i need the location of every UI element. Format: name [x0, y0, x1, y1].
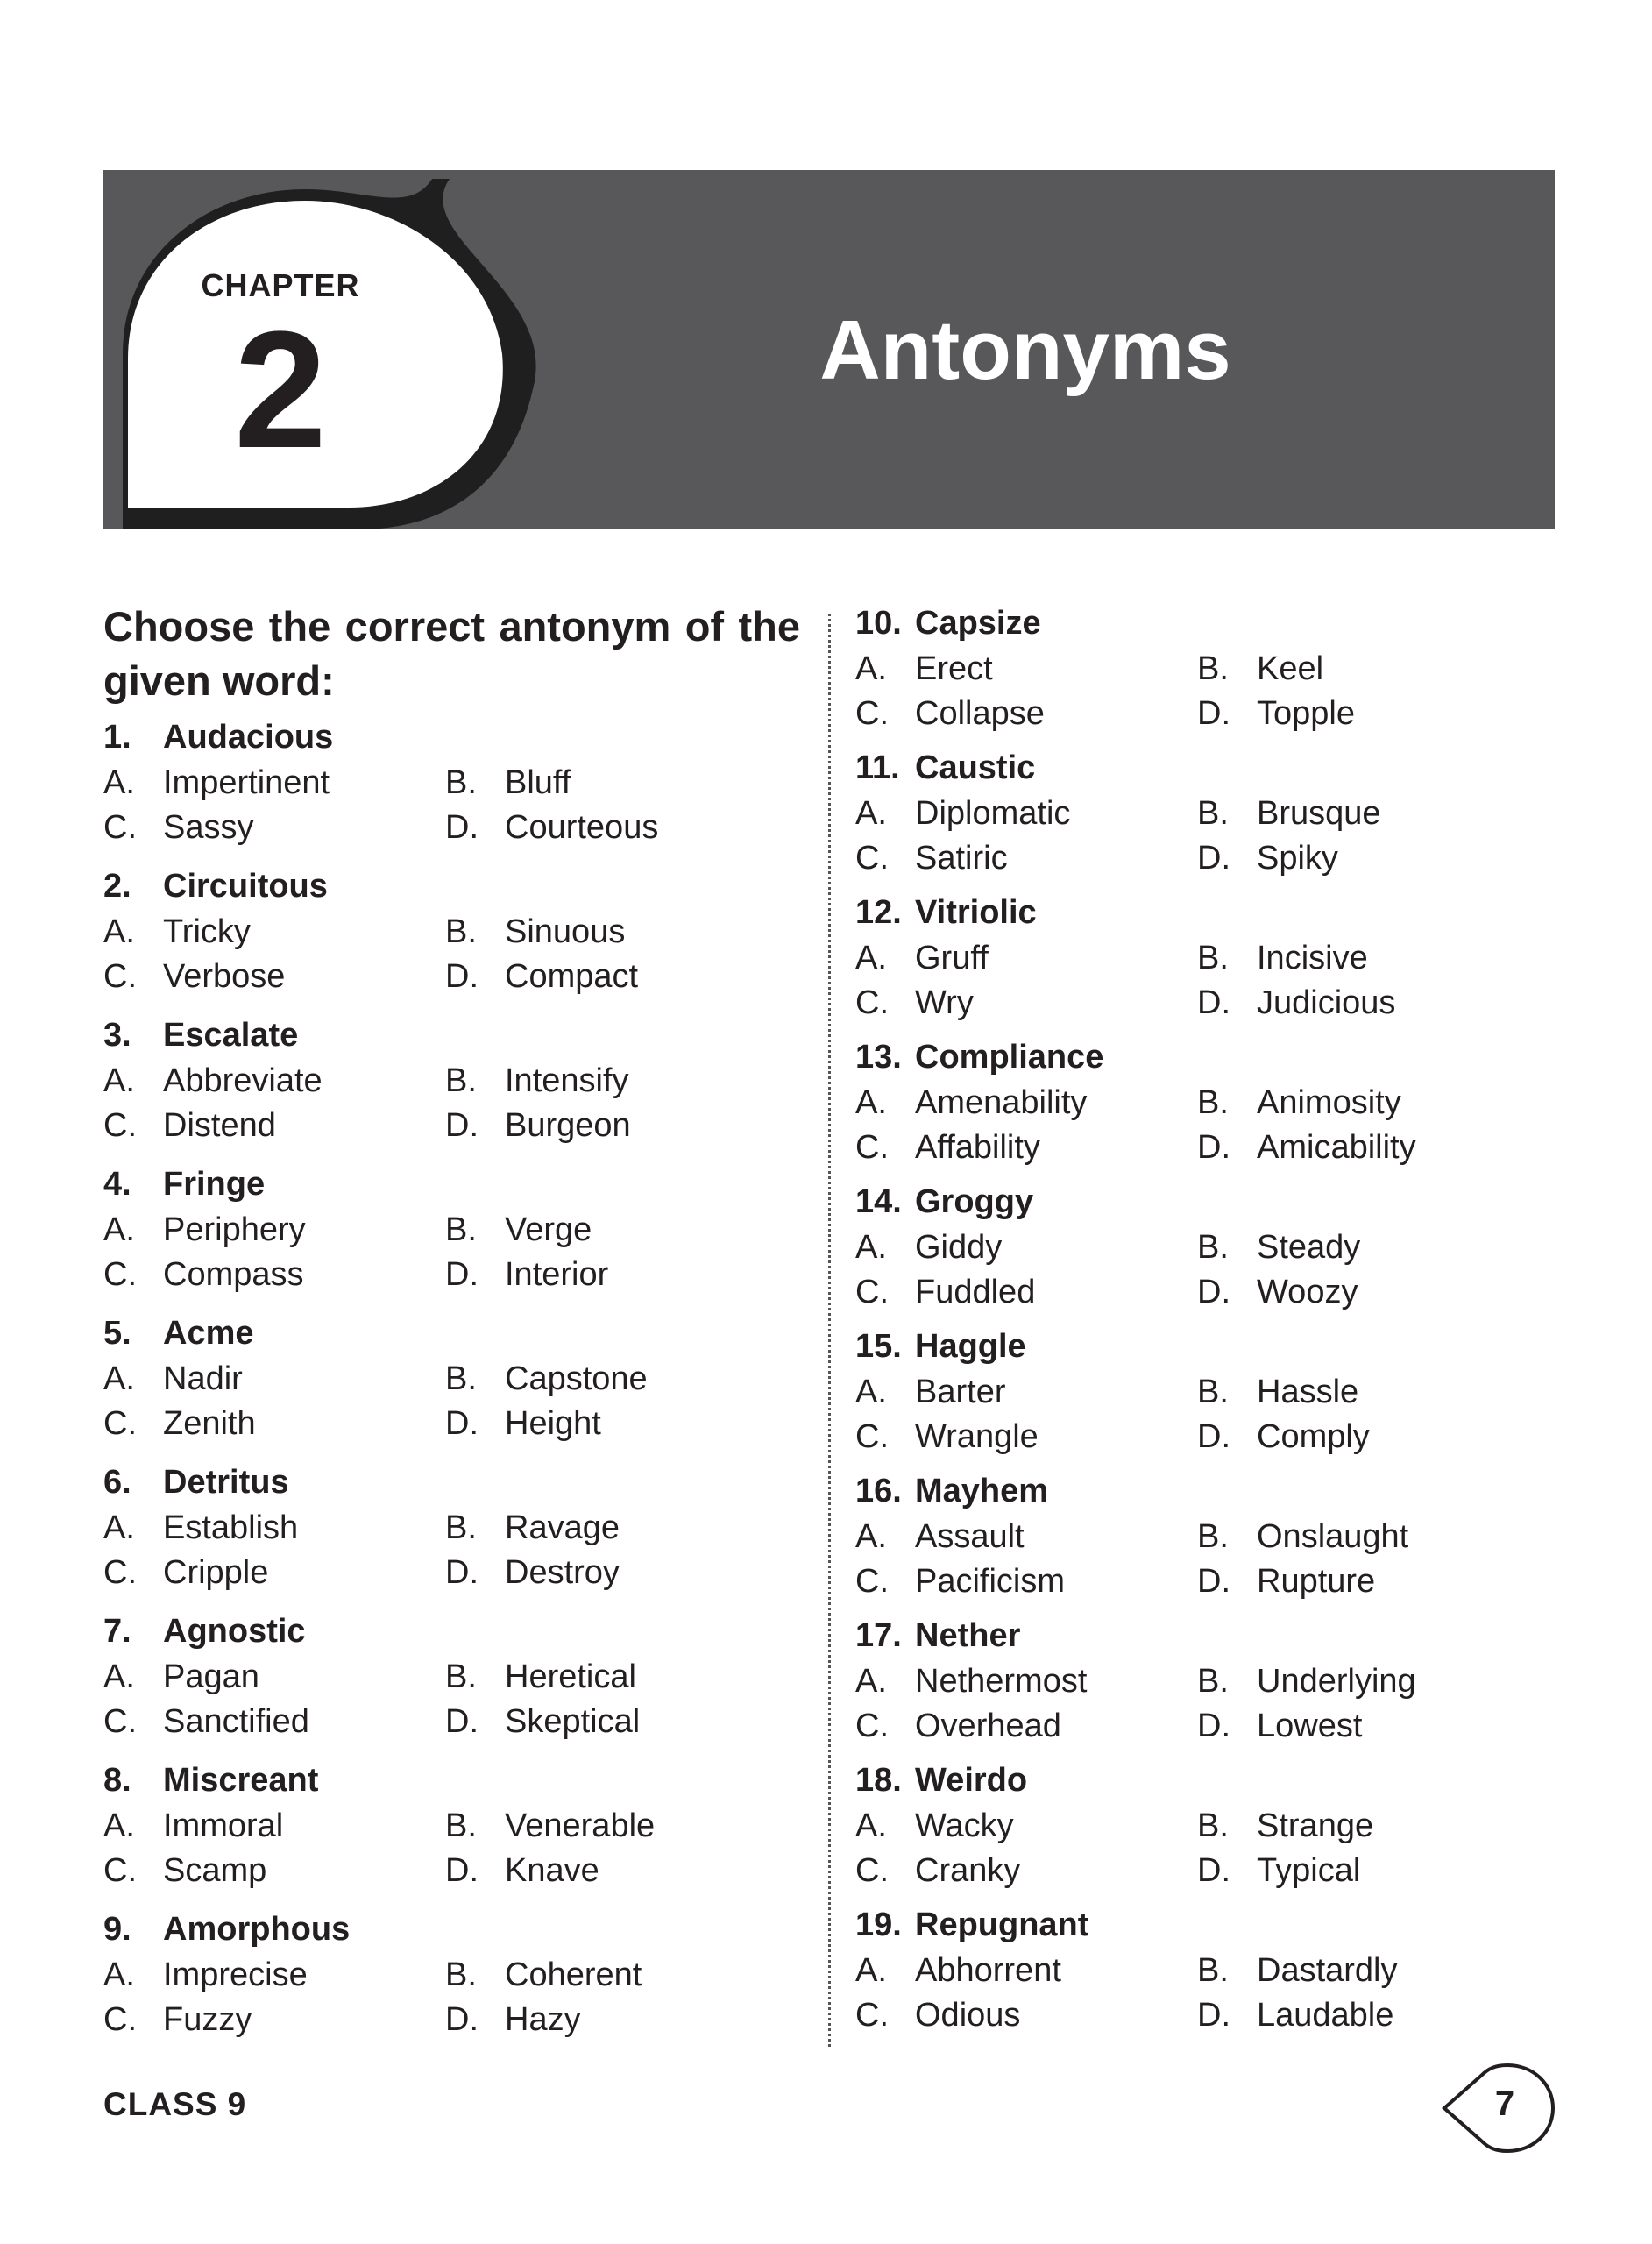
- question-number: 6.: [103, 1464, 131, 1501]
- option-text: Giddy: [915, 1229, 1003, 1266]
- option-d: D. Comply: [1197, 1418, 1370, 1455]
- option-text: Sassy: [163, 809, 254, 846]
- option-text: Cripple: [163, 1554, 269, 1591]
- option-d: D. Destroy: [445, 1554, 620, 1591]
- question-heading: [855, 1762, 1027, 1800]
- option-b: B. Steady: [1197, 1229, 1361, 1266]
- option-text: Rupture: [1257, 1563, 1376, 1600]
- option-text: Onslaught: [1257, 1518, 1409, 1555]
- option-text: Collapse: [915, 695, 1045, 732]
- option-text: Interior: [505, 1256, 609, 1293]
- question-number: 18.: [855, 1762, 902, 1799]
- option-text: Brusque: [1257, 795, 1381, 832]
- option-c: C. Satiric: [855, 840, 1008, 877]
- option-text: Spiky: [1257, 840, 1338, 877]
- question-word: Escalate: [163, 1017, 299, 1054]
- option-b: B. Heretical: [445, 1658, 636, 1695]
- option-text: Keel: [1257, 650, 1324, 687]
- option-text: Skeptical: [505, 1703, 641, 1740]
- option-text: Strange: [1257, 1807, 1374, 1844]
- option-a: A. Pagan: [103, 1658, 259, 1695]
- option-text: Intensify: [505, 1062, 629, 1099]
- question-number: 15.: [855, 1328, 902, 1365]
- option-b: B. Dastardly: [1197, 1952, 1398, 1989]
- question-number: 4.: [103, 1166, 131, 1203]
- option-text: Compact: [505, 958, 639, 995]
- option-d: D. Knave: [445, 1852, 599, 1889]
- option-c: C. Sassy: [103, 809, 254, 846]
- option-c: C. Scamp: [103, 1852, 267, 1889]
- option-a: A. Erect: [855, 650, 993, 687]
- chapter-title: Antonyms: [819, 303, 1231, 397]
- option-text: Verbose: [163, 958, 286, 995]
- question-item: [103, 868, 734, 1008]
- option-c: C. Wrangle: [855, 1418, 1039, 1455]
- option-c: C. Odious: [855, 1997, 1021, 2034]
- option-b: B. Underlying: [1197, 1663, 1416, 1700]
- question-item: [103, 1166, 734, 1306]
- option-d: D. Amicability: [1197, 1129, 1416, 1166]
- option-text: Woozy: [1257, 1274, 1358, 1310]
- question-item: [855, 1473, 1486, 1613]
- option-text: Fuzzy: [163, 2001, 252, 2038]
- question-word: Circuitous: [163, 868, 328, 905]
- option-b: B. Brusque: [1197, 795, 1381, 832]
- question-word: Repugnant: [915, 1907, 1089, 1943]
- option-text: Incisive: [1257, 940, 1368, 976]
- option-text: Sanctified: [163, 1703, 309, 1740]
- question-number: 14.: [855, 1183, 902, 1220]
- option-text: Scamp: [163, 1852, 267, 1889]
- option-text: Pacificism: [915, 1563, 1066, 1600]
- option-b: B. Verge: [445, 1211, 592, 1248]
- option-c: C. Fuzzy: [103, 2001, 252, 2038]
- option-text: Heretical: [505, 1658, 636, 1695]
- question-item: [103, 1613, 734, 1753]
- option-text: Compass: [163, 1256, 304, 1293]
- question-word: Groggy: [915, 1183, 1034, 1220]
- question-item: [103, 1017, 734, 1157]
- option-text: Steady: [1257, 1229, 1361, 1266]
- option-a: A. Abbreviate: [103, 1062, 323, 1099]
- option-text: Nadir: [163, 1360, 243, 1397]
- option-c: C. Cripple: [103, 1554, 269, 1591]
- option-text: Establish: [163, 1509, 299, 1546]
- option-d: D. Rupture: [1197, 1563, 1376, 1600]
- question-word: Mayhem: [915, 1473, 1049, 1509]
- option-text: Verge: [505, 1211, 592, 1248]
- option-a: A. Impertinent: [103, 764, 330, 801]
- question-number: 2.: [103, 868, 131, 905]
- footer-class-label: CLASS 9: [103, 2086, 247, 2122]
- option-text: Knave: [505, 1852, 599, 1889]
- question-heading: [855, 1183, 1033, 1221]
- question-item: [103, 1464, 734, 1604]
- option-a: A. Tricky: [103, 913, 251, 950]
- chapter-label: CHAPTER: [201, 267, 360, 303]
- question-item: [103, 719, 734, 859]
- option-a: A. Assault: [855, 1518, 1025, 1555]
- question-number: 17.: [855, 1617, 902, 1654]
- option-b: B. Ravage: [445, 1509, 620, 1546]
- option-text: Lowest: [1257, 1708, 1363, 1744]
- question-word: Capsize: [915, 605, 1041, 642]
- question-heading: [855, 605, 1041, 643]
- question-number: 5.: [103, 1315, 131, 1352]
- option-text: Assault: [915, 1518, 1025, 1555]
- question-number: 19.: [855, 1907, 902, 1943]
- question-heading: [103, 1166, 265, 1204]
- option-text: Height: [505, 1405, 601, 1442]
- question-heading: [103, 1464, 289, 1502]
- question-word: Amorphous: [163, 1911, 351, 1948]
- option-d: D. Judicious: [1197, 984, 1396, 1021]
- option-text: Barter: [915, 1374, 1006, 1410]
- question-heading: [103, 1017, 298, 1055]
- question-item: [855, 1328, 1486, 1468]
- option-a: A. Gruff: [855, 940, 989, 976]
- option-text: Tricky: [163, 913, 251, 950]
- option-text: Ravage: [505, 1509, 620, 1546]
- option-a: A. Imprecise: [103, 1956, 308, 1993]
- option-d: D. Skeptical: [445, 1703, 641, 1740]
- option-c: C. Overhead: [855, 1708, 1061, 1744]
- question-item: [103, 1762, 734, 1902]
- chapter-number: 2: [234, 297, 327, 483]
- question-word: Vitriolic: [915, 894, 1037, 931]
- option-text: Typical: [1257, 1852, 1361, 1889]
- instructions-heading: Choose the correct antonym of the given word:: [103, 603, 800, 704]
- option-d: D. Courteous: [445, 809, 659, 846]
- question-word: Acme: [163, 1315, 254, 1352]
- option-text: Abbreviate: [163, 1062, 323, 1099]
- option-text: Pagan: [163, 1658, 259, 1695]
- question-word: Nether: [915, 1617, 1021, 1654]
- option-text: Topple: [1257, 695, 1355, 732]
- option-text: Distend: [163, 1107, 276, 1144]
- question-word: Compliance: [915, 1039, 1104, 1076]
- question-heading: [103, 1613, 306, 1651]
- question-word: Agnostic: [163, 1613, 306, 1650]
- option-text: Dastardly: [1257, 1952, 1398, 1989]
- question-heading: [103, 868, 328, 905]
- option-a: A. Abhorrent: [855, 1952, 1061, 1989]
- option-a: A. Periphery: [103, 1211, 306, 1248]
- option-text: Zenith: [163, 1405, 256, 1442]
- option-d: D. Interior: [445, 1256, 609, 1293]
- question-word: Fringe: [163, 1166, 266, 1203]
- option-text: Immoral: [163, 1807, 284, 1844]
- question-heading: [855, 894, 1037, 932]
- option-c: C. Fuddled: [855, 1274, 1036, 1310]
- question-word: Haggle: [915, 1328, 1026, 1365]
- option-text: Laudable: [1257, 1997, 1394, 2034]
- option-text: Judicious: [1257, 984, 1396, 1021]
- option-d: D. Topple: [1197, 695, 1355, 732]
- option-a: A. Diplomatic: [855, 795, 1071, 832]
- option-text: Coherent: [505, 1956, 642, 1993]
- option-text: Overhead: [915, 1708, 1061, 1744]
- question-item: [855, 749, 1486, 890]
- option-b: B. Capstone: [445, 1360, 648, 1397]
- option-text: Capstone: [505, 1360, 648, 1397]
- option-text: Cranky: [915, 1852, 1021, 1889]
- option-c: C. Collapse: [855, 695, 1045, 732]
- option-a: A. Barter: [855, 1374, 1006, 1410]
- option-text: Wrangle: [915, 1418, 1039, 1455]
- question-heading: [855, 749, 1035, 787]
- option-c: C. Cranky: [855, 1852, 1021, 1889]
- option-text: Satiric: [915, 840, 1008, 877]
- question-item: [855, 1907, 1486, 2047]
- option-b: B. Intensify: [445, 1062, 629, 1099]
- option-text: Animosity: [1257, 1084, 1401, 1121]
- question-heading: [855, 1039, 1103, 1076]
- option-text: Wry: [915, 984, 974, 1021]
- option-a: A. Wacky: [855, 1807, 1014, 1844]
- question-word: Audacious: [163, 719, 334, 756]
- option-c: C. Zenith: [103, 1405, 256, 1442]
- option-text: Gruff: [915, 940, 989, 976]
- option-a: A. Nethermost: [855, 1663, 1088, 1700]
- question-number: 10.: [855, 605, 902, 642]
- question-number: 1.: [103, 719, 131, 756]
- question-heading: [103, 1911, 350, 1949]
- option-text: Odious: [915, 1997, 1021, 2034]
- option-text: Periphery: [163, 1211, 306, 1248]
- option-text: Hazy: [505, 2001, 581, 2038]
- option-text: Underlying: [1257, 1663, 1416, 1700]
- option-a: A. Giddy: [855, 1229, 1003, 1266]
- option-c: C. Wry: [855, 984, 974, 1021]
- option-text: Hassle: [1257, 1374, 1359, 1410]
- question-item: [855, 894, 1486, 1034]
- option-b: B. Sinuous: [445, 913, 626, 950]
- option-c: C. Verbose: [103, 958, 286, 995]
- question-number: 16.: [855, 1473, 902, 1509]
- option-c: C. Pacificism: [855, 1563, 1066, 1600]
- question-word: Miscreant: [163, 1762, 319, 1799]
- option-d: D. Lowest: [1197, 1708, 1363, 1744]
- page-number: 7: [1494, 2084, 1515, 2123]
- question-number: 13.: [855, 1039, 902, 1076]
- option-text: Erect: [915, 650, 993, 687]
- question-number: 8.: [103, 1762, 131, 1799]
- option-d: D. Woozy: [1197, 1274, 1358, 1310]
- option-text: Wacky: [915, 1807, 1014, 1844]
- question-number: 3.: [103, 1017, 131, 1054]
- option-text: Affability: [915, 1129, 1040, 1166]
- question-heading: [855, 1617, 1020, 1655]
- option-d: D. Typical: [1197, 1852, 1361, 1889]
- option-text: Abhorrent: [915, 1952, 1061, 1989]
- option-b: B. Animosity: [1197, 1084, 1401, 1121]
- column-divider: [828, 614, 831, 2047]
- option-text: Impertinent: [163, 764, 330, 801]
- question-item: [855, 605, 1486, 745]
- option-text: Comply: [1257, 1418, 1370, 1455]
- question-word: Weirdo: [915, 1762, 1028, 1799]
- question-item: [103, 1315, 734, 1455]
- option-d: D. Height: [445, 1405, 601, 1442]
- question-item: [855, 1617, 1486, 1758]
- option-b: B. Coherent: [445, 1956, 642, 1993]
- option-b: B. Venerable: [445, 1807, 656, 1844]
- question-heading: [103, 1315, 254, 1353]
- option-a: A. Nadir: [103, 1360, 243, 1397]
- option-text: Fuddled: [915, 1274, 1036, 1310]
- option-text: Bluff: [505, 764, 571, 801]
- question-heading: [103, 1762, 318, 1800]
- option-b: B. Bluff: [445, 764, 571, 801]
- option-c: C. Sanctified: [103, 1703, 309, 1740]
- question-item: [855, 1039, 1486, 1179]
- option-a: A. Establish: [103, 1509, 299, 1546]
- question-number: 12.: [855, 894, 902, 931]
- option-b: B. Incisive: [1197, 940, 1368, 976]
- question-heading: [103, 719, 333, 756]
- option-c: C. Compass: [103, 1256, 304, 1293]
- option-text: Sinuous: [505, 913, 626, 950]
- question-word: Caustic: [915, 749, 1036, 786]
- option-text: Courteous: [505, 809, 659, 846]
- option-text: Amicability: [1257, 1129, 1416, 1166]
- option-b: B. Strange: [1197, 1807, 1374, 1844]
- question-heading: [855, 1328, 1026, 1366]
- question-number: 9.: [103, 1911, 131, 1948]
- option-b: B. Onslaught: [1197, 1518, 1409, 1555]
- option-text: Imprecise: [163, 1956, 308, 1993]
- option-d: D. Spiky: [1197, 840, 1338, 877]
- question-word: Detritus: [163, 1464, 289, 1501]
- option-d: D. Compact: [445, 958, 639, 995]
- option-a: A. Amenability: [855, 1084, 1088, 1121]
- question-heading: [855, 1473, 1048, 1510]
- option-text: Burgeon: [505, 1107, 631, 1144]
- question-item: [855, 1762, 1486, 1902]
- option-d: D. Hazy: [445, 2001, 581, 2038]
- option-text: Nethermost: [915, 1663, 1088, 1700]
- option-b: B. Keel: [1197, 650, 1324, 687]
- option-text: Amenability: [915, 1084, 1088, 1121]
- option-c: C. Distend: [103, 1107, 276, 1144]
- question-item: [103, 1911, 734, 2051]
- option-d: D. Laudable: [1197, 1997, 1394, 2034]
- option-text: Venerable: [505, 1807, 656, 1844]
- option-d: D. Burgeon: [445, 1107, 631, 1144]
- option-c: C. Affability: [855, 1129, 1040, 1166]
- option-b: B. Hassle: [1197, 1374, 1359, 1410]
- option-text: Destroy: [505, 1554, 620, 1591]
- question-number: 11.: [855, 749, 900, 786]
- question-heading: [855, 1907, 1088, 1944]
- option-text: Diplomatic: [915, 795, 1071, 832]
- question-item: [855, 1183, 1486, 1324]
- option-a: A. Immoral: [103, 1807, 284, 1844]
- question-number: 7.: [103, 1613, 131, 1650]
